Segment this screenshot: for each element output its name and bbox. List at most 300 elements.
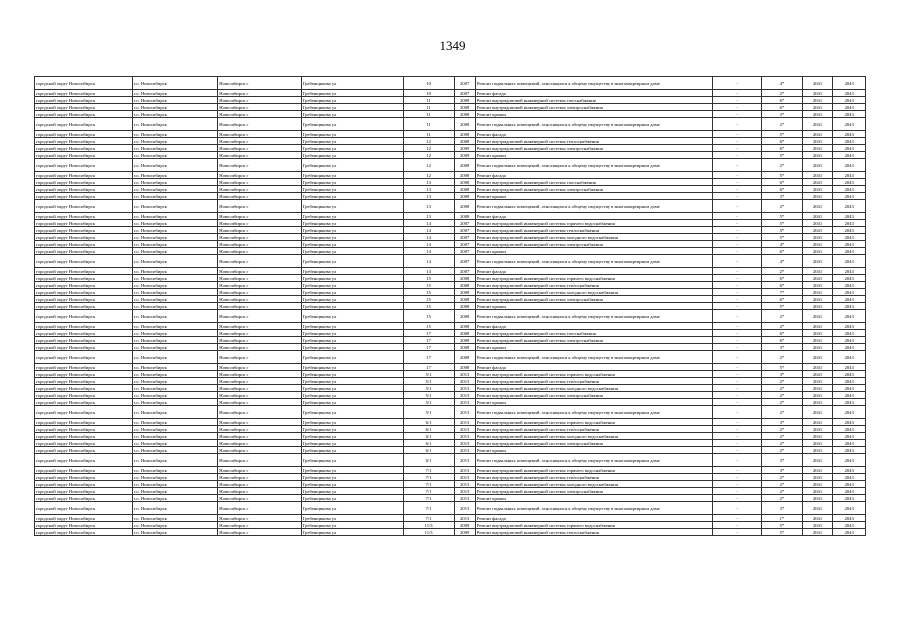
street-cell: Гребенщикова ул bbox=[301, 371, 403, 378]
build-year-cell: 2008 bbox=[454, 193, 475, 200]
table-row bbox=[35, 488, 866, 495]
start-year-cell: 2041 bbox=[802, 392, 833, 399]
district-cell: г.о. Новосибирск bbox=[132, 275, 218, 282]
district-cell: г.о. Новосибирск bbox=[132, 440, 218, 447]
city-cell: Новосибирск г bbox=[218, 529, 302, 536]
start-year-cell: 2041 bbox=[802, 419, 833, 426]
start-year-cell: 2041 bbox=[802, 426, 833, 433]
city-cell: Новосибирск г bbox=[218, 310, 302, 323]
build-year-cell: 2007 bbox=[454, 268, 475, 275]
quantity-cell: 5* bbox=[762, 131, 803, 138]
street-cell: Гребенщикова ул bbox=[301, 159, 403, 172]
district-cell: г.о. Новосибирск bbox=[132, 131, 218, 138]
municipality-cell: городской округ Новосибирск bbox=[35, 97, 133, 104]
city-cell: Новосибирск г bbox=[218, 344, 302, 351]
quantity-cell: 5* bbox=[762, 213, 803, 220]
start-year-cell: 2041 bbox=[802, 77, 833, 90]
municipality-cell: городской округ Новосибирск bbox=[35, 502, 133, 515]
municipality-cell: городской округ Новосибирск bbox=[35, 296, 133, 303]
start-year-cell: 2041 bbox=[802, 275, 833, 282]
municipality-cell: городской округ Новосибирск bbox=[35, 145, 133, 152]
end-year-cell: 2043 bbox=[833, 515, 866, 522]
city-cell: Новосибирск г bbox=[218, 186, 302, 193]
build-year-cell: 2013 bbox=[454, 447, 475, 454]
city-cell: Новосибирск г bbox=[218, 90, 302, 97]
district-cell: г.о. Новосибирск bbox=[132, 118, 218, 131]
dash-cell: - bbox=[713, 275, 762, 282]
work-type-cell: Ремонт подвальных помещений, относящихся к общему имуществу в многоквартирном доме bbox=[475, 502, 712, 515]
work-type-cell: Ремонт внутридомовой инженерной системы электроснабжения bbox=[475, 186, 712, 193]
district-cell: г.о. Новосибирск bbox=[132, 90, 218, 97]
end-year-cell: 2043 bbox=[833, 159, 866, 172]
district-cell: г.о. Новосибирск bbox=[132, 399, 218, 406]
dash-cell: - bbox=[713, 145, 762, 152]
build-year-cell: 2013 bbox=[454, 419, 475, 426]
city-cell: Новосибирск г bbox=[218, 138, 302, 145]
district-cell: г.о. Новосибирск bbox=[132, 310, 218, 323]
build-year-cell: 2013 bbox=[454, 474, 475, 481]
street-cell: Гребенщикова ул bbox=[301, 227, 403, 234]
house-number-cell: 17 bbox=[403, 337, 454, 344]
dash-cell: - bbox=[713, 289, 762, 296]
district-cell: г.о. Новосибирск bbox=[132, 186, 218, 193]
work-type-cell: Ремонт подвальных помещений, относящихся к общему имуществу в многоквартирном доме bbox=[475, 159, 712, 172]
table-row bbox=[35, 433, 866, 440]
district-cell: г.о. Новосибирск bbox=[132, 378, 218, 385]
municipality-cell: городской округ Новосибирск bbox=[35, 392, 133, 399]
city-cell: Новосибирск г bbox=[218, 495, 302, 502]
district-cell: г.о. Новосибирск bbox=[132, 248, 218, 255]
end-year-cell: 2043 bbox=[833, 488, 866, 495]
end-year-cell: 2043 bbox=[833, 77, 866, 90]
build-year-cell: 2007 bbox=[454, 90, 475, 97]
municipality-cell: городской округ Новосибирск bbox=[35, 385, 133, 392]
build-year-cell: 2013 bbox=[454, 433, 475, 440]
house-number-cell: 12 bbox=[403, 159, 454, 172]
work-type-cell: Ремонт внутридомовой инженерной системы холодного водоснабжения bbox=[475, 289, 712, 296]
start-year-cell: 2041 bbox=[802, 138, 833, 145]
street-cell: Гребенщикова ул bbox=[301, 131, 403, 138]
quantity-cell: 4* bbox=[762, 241, 803, 248]
build-year-cell: 2013 bbox=[454, 378, 475, 385]
work-type-cell: Ремонт внутридомовой инженерной системы электроснабжения bbox=[475, 440, 712, 447]
build-year-cell: 2007 bbox=[454, 255, 475, 268]
municipality-cell: городской округ Новосибирск bbox=[35, 474, 133, 481]
street-cell: Гребенщикова ул bbox=[301, 234, 403, 241]
table-row bbox=[35, 186, 866, 193]
street-cell: Гребенщикова ул bbox=[301, 268, 403, 275]
city-cell: Новосибирск г bbox=[218, 488, 302, 495]
start-year-cell: 2041 bbox=[802, 255, 833, 268]
build-year-cell: 2008 bbox=[454, 275, 475, 282]
dash-cell: - bbox=[713, 248, 762, 255]
work-type-cell: Ремонт внутридомовой инженерной системы теплоснабжения bbox=[475, 426, 712, 433]
work-type-cell: Ремонт внутридомовой инженерной системы холодного водоснабжения bbox=[475, 433, 712, 440]
street-cell: Гребенщикова ул bbox=[301, 200, 403, 213]
quantity-cell: 6* bbox=[762, 145, 803, 152]
work-type-cell: Ремонт крыши bbox=[475, 399, 712, 406]
house-number-cell: 5/1 bbox=[403, 399, 454, 406]
dash-cell: - bbox=[713, 172, 762, 179]
start-year-cell: 2041 bbox=[802, 104, 833, 111]
city-cell: Новосибирск г bbox=[218, 255, 302, 268]
quantity-cell: 5* bbox=[762, 172, 803, 179]
table-row bbox=[35, 275, 866, 282]
start-year-cell: 2041 bbox=[802, 371, 833, 378]
district-cell: г.о. Новосибирск bbox=[132, 385, 218, 392]
quantity-cell: 2* bbox=[762, 447, 803, 454]
street-cell: Гребенщикова ул bbox=[301, 399, 403, 406]
work-type-cell: Ремонт внутридомовой инженерной системы электроснабжения bbox=[475, 104, 712, 111]
table-row bbox=[35, 385, 866, 392]
city-cell: Новосибирск г bbox=[218, 193, 302, 200]
end-year-cell: 2043 bbox=[833, 467, 866, 474]
district-cell: г.о. Новосибирск bbox=[132, 481, 218, 488]
house-number-cell: 6/1 bbox=[403, 454, 454, 467]
table-row bbox=[35, 529, 866, 536]
build-year-cell: 2013 bbox=[454, 371, 475, 378]
end-year-cell: 2043 bbox=[833, 145, 866, 152]
build-year-cell: 2013 bbox=[454, 440, 475, 447]
quantity-cell: 6* bbox=[762, 282, 803, 289]
municipality-cell: городской округ Новосибирск bbox=[35, 481, 133, 488]
build-year-cell: 2008 bbox=[454, 289, 475, 296]
district-cell: г.о. Новосибирск bbox=[132, 426, 218, 433]
house-number-cell: 17 bbox=[403, 351, 454, 364]
table-row bbox=[35, 200, 866, 213]
quantity-cell: 5* bbox=[762, 522, 803, 529]
city-cell: Новосибирск г bbox=[218, 481, 302, 488]
city-cell: Новосибирск г bbox=[218, 104, 302, 111]
table-row bbox=[35, 419, 866, 426]
dash-cell: - bbox=[713, 200, 762, 213]
municipality-cell: городской округ Новосибирск bbox=[35, 159, 133, 172]
municipality-cell: городской округ Новосибирск bbox=[35, 399, 133, 406]
dash-cell: - bbox=[713, 447, 762, 454]
street-cell: Гребенщикова ул bbox=[301, 90, 403, 97]
street-cell: Гребенщикова ул bbox=[301, 351, 403, 364]
quantity-cell: 5* bbox=[762, 303, 803, 310]
end-year-cell: 2043 bbox=[833, 330, 866, 337]
city-cell: Новосибирск г bbox=[218, 159, 302, 172]
dash-cell: - bbox=[713, 399, 762, 406]
city-cell: Новосибирск г bbox=[218, 330, 302, 337]
work-type-cell: Ремонт внутридомовой инженерной системы теплоснабжения bbox=[475, 529, 712, 536]
work-type-cell: Ремонт фасада bbox=[475, 131, 712, 138]
city-cell: Новосибирск г bbox=[218, 248, 302, 255]
start-year-cell: 2041 bbox=[802, 515, 833, 522]
quantity-cell: 2* bbox=[762, 378, 803, 385]
city-cell: Новосибирск г bbox=[218, 289, 302, 296]
end-year-cell: 2043 bbox=[833, 310, 866, 323]
municipality-cell: городской округ Новосибирск bbox=[35, 77, 133, 90]
table-row bbox=[35, 227, 866, 234]
house-number-cell: 7/1 bbox=[403, 495, 454, 502]
build-year-cell: 2008 bbox=[454, 296, 475, 303]
district-cell: г.о. Новосибирск bbox=[132, 159, 218, 172]
start-year-cell: 2041 bbox=[802, 344, 833, 351]
street-cell: Гребенщикова ул bbox=[301, 522, 403, 529]
table-row bbox=[35, 172, 866, 179]
street-cell: Гребенщикова ул bbox=[301, 447, 403, 454]
municipality-cell: городской округ Новосибирск bbox=[35, 220, 133, 227]
house-number-cell: 13 bbox=[403, 179, 454, 186]
work-type-cell: Ремонт подвальных помещений, относящихся к общему имуществу в многоквартирном доме bbox=[475, 310, 712, 323]
quantity-cell: 2* bbox=[762, 385, 803, 392]
district-cell: г.о. Новосибирск bbox=[132, 296, 218, 303]
table-row bbox=[35, 193, 866, 200]
street-cell: Гребенщикова ул bbox=[301, 529, 403, 536]
start-year-cell: 2041 bbox=[802, 474, 833, 481]
work-type-cell: Ремонт фасада bbox=[475, 364, 712, 371]
district-cell: г.о. Новосибирск bbox=[132, 193, 218, 200]
quantity-cell: 6* bbox=[762, 337, 803, 344]
table-row bbox=[35, 399, 866, 406]
house-number-cell: 15 bbox=[403, 310, 454, 323]
municipality-cell: городской округ Новосибирск bbox=[35, 234, 133, 241]
municipality-cell: городской округ Новосибирск bbox=[35, 90, 133, 97]
house-number-cell: 5/1 bbox=[403, 378, 454, 385]
district-cell: г.о. Новосибирск bbox=[132, 474, 218, 481]
district-cell: г.о. Новосибирск bbox=[132, 323, 218, 330]
start-year-cell: 2041 bbox=[802, 406, 833, 419]
end-year-cell: 2043 bbox=[833, 433, 866, 440]
street-cell: Гребенщикова ул bbox=[301, 275, 403, 282]
build-year-cell: 2008 bbox=[454, 111, 475, 118]
municipality-cell: городской округ Новосибирск bbox=[35, 515, 133, 522]
end-year-cell: 2043 bbox=[833, 529, 866, 536]
municipality-cell: городской округ Новосибирск bbox=[35, 104, 133, 111]
end-year-cell: 2043 bbox=[833, 131, 866, 138]
street-cell: Гребенщикова ул bbox=[301, 454, 403, 467]
dash-cell: - bbox=[713, 227, 762, 234]
municipality-cell: городской округ Новосибирск bbox=[35, 495, 133, 502]
end-year-cell: 2043 bbox=[833, 303, 866, 310]
start-year-cell: 2041 bbox=[802, 440, 833, 447]
work-type-cell: Ремонт подвальных помещений, относящихся к общему имуществу в многоквартирном доме bbox=[475, 351, 712, 364]
end-year-cell: 2043 bbox=[833, 502, 866, 515]
dash-cell: - bbox=[713, 323, 762, 330]
table-row bbox=[35, 406, 866, 419]
district-cell: г.о. Новосибирск bbox=[132, 104, 218, 111]
work-type-cell: Ремонт крыши bbox=[475, 303, 712, 310]
district-cell: г.о. Новосибирск bbox=[132, 172, 218, 179]
district-cell: г.о. Новосибирск bbox=[132, 344, 218, 351]
end-year-cell: 2043 bbox=[833, 364, 866, 371]
house-number-cell: 6/1 bbox=[403, 419, 454, 426]
dash-cell: - bbox=[713, 419, 762, 426]
table-row bbox=[35, 474, 866, 481]
build-year-cell: 2013 bbox=[454, 406, 475, 419]
city-cell: Новосибирск г bbox=[218, 97, 302, 104]
table-row bbox=[35, 495, 866, 502]
table-row bbox=[35, 111, 866, 118]
street-cell: Гребенщикова ул bbox=[301, 186, 403, 193]
register-table bbox=[34, 76, 866, 536]
house-number-cell: 15 bbox=[403, 282, 454, 289]
house-number-cell: 12 bbox=[403, 145, 454, 152]
street-cell: Гребенщикова ул bbox=[301, 241, 403, 248]
city-cell: Новосибирск г bbox=[218, 522, 302, 529]
dash-cell: - bbox=[713, 488, 762, 495]
street-cell: Гребенщикова ул bbox=[301, 282, 403, 289]
end-year-cell: 2043 bbox=[833, 440, 866, 447]
work-type-cell: Ремонт внутридомовой инженерной системы электроснабжения bbox=[475, 488, 712, 495]
street-cell: Гребенщикова ул bbox=[301, 289, 403, 296]
table-row bbox=[35, 77, 866, 90]
municipality-cell: городской округ Новосибирск bbox=[35, 440, 133, 447]
start-year-cell: 2041 bbox=[802, 310, 833, 323]
table-row bbox=[35, 104, 866, 111]
municipality-cell: городской округ Новосибирск bbox=[35, 152, 133, 159]
street-cell: Гребенщикова ул bbox=[301, 502, 403, 515]
start-year-cell: 2041 bbox=[802, 220, 833, 227]
municipality-cell: городской округ Новосибирск bbox=[35, 172, 133, 179]
start-year-cell: 2041 bbox=[802, 111, 833, 118]
end-year-cell: 2043 bbox=[833, 97, 866, 104]
district-cell: г.о. Новосибирск bbox=[132, 268, 218, 275]
house-number-cell: 15 bbox=[403, 296, 454, 303]
house-number-cell: 14 bbox=[403, 255, 454, 268]
street-cell: Гребенщикова ул bbox=[301, 426, 403, 433]
city-cell: Новосибирск г bbox=[218, 145, 302, 152]
work-type-cell: Ремонт фасада bbox=[475, 323, 712, 330]
start-year-cell: 2041 bbox=[802, 152, 833, 159]
house-number-cell: 6/1 bbox=[403, 440, 454, 447]
end-year-cell: 2043 bbox=[833, 447, 866, 454]
quantity-cell: 6* bbox=[762, 104, 803, 111]
work-type-cell: Ремонт внутридомовой инженерной системы газоснабжения bbox=[475, 97, 712, 104]
district-cell: г.о. Новосибирск bbox=[132, 282, 218, 289]
end-year-cell: 2043 bbox=[833, 186, 866, 193]
house-number-cell: 15 bbox=[403, 275, 454, 282]
quantity-cell: 2* bbox=[762, 399, 803, 406]
dash-cell: - bbox=[713, 378, 762, 385]
city-cell: Новосибирск г bbox=[218, 406, 302, 419]
build-year-cell: 2008 bbox=[454, 186, 475, 193]
start-year-cell: 2041 bbox=[802, 454, 833, 467]
end-year-cell: 2043 bbox=[833, 399, 866, 406]
house-number-cell: 12 bbox=[403, 152, 454, 159]
work-type-cell: Ремонт внутридомовой инженерной системы теплоснабжения bbox=[475, 378, 712, 385]
municipality-cell: городской округ Новосибирск bbox=[35, 426, 133, 433]
house-number-cell: 5/1 bbox=[403, 371, 454, 378]
district-cell: г.о. Новосибирск bbox=[132, 467, 218, 474]
municipality-cell: городской округ Новосибирск bbox=[35, 364, 133, 371]
work-type-cell: Ремонт крыши bbox=[475, 495, 712, 502]
quantity-cell: 5* bbox=[762, 152, 803, 159]
house-number-cell: 5/1 bbox=[403, 392, 454, 399]
end-year-cell: 2043 bbox=[833, 152, 866, 159]
street-cell: Гребенщикова ул bbox=[301, 193, 403, 200]
city-cell: Новосибирск г bbox=[218, 364, 302, 371]
street-cell: Гребенщикова ул bbox=[301, 392, 403, 399]
house-number-cell: 7/1 bbox=[403, 481, 454, 488]
city-cell: Новосибирск г bbox=[218, 419, 302, 426]
dash-cell: - bbox=[713, 118, 762, 131]
dash-cell: - bbox=[713, 255, 762, 268]
dash-cell: - bbox=[713, 213, 762, 220]
dash-cell: - bbox=[713, 234, 762, 241]
house-number-cell: 12 bbox=[403, 172, 454, 179]
city-cell: Новосибирск г bbox=[218, 220, 302, 227]
build-year-cell: 2008 bbox=[454, 213, 475, 220]
house-number-cell: 15 bbox=[403, 303, 454, 310]
street-cell: Гребенщикова ул bbox=[301, 77, 403, 90]
work-type-cell: Ремонт подвальных помещений, относящихся к общему имуществу в многоквартирном доме bbox=[475, 454, 712, 467]
end-year-cell: 2043 bbox=[833, 481, 866, 488]
house-number-cell: 7/1 bbox=[403, 502, 454, 515]
city-cell: Новосибирск г bbox=[218, 118, 302, 131]
street-cell: Гребенщикова ул bbox=[301, 488, 403, 495]
municipality-cell: городской округ Новосибирск bbox=[35, 310, 133, 323]
municipality-cell: городской округ Новосибирск bbox=[35, 282, 133, 289]
quantity-cell: 5* bbox=[762, 220, 803, 227]
start-year-cell: 2041 bbox=[802, 481, 833, 488]
house-number-cell: 11/3 bbox=[403, 529, 454, 536]
build-year-cell: 2008 bbox=[454, 172, 475, 179]
table-row bbox=[35, 255, 866, 268]
end-year-cell: 2043 bbox=[833, 426, 866, 433]
table-row bbox=[35, 323, 866, 330]
end-year-cell: 2043 bbox=[833, 385, 866, 392]
dash-cell: - bbox=[713, 426, 762, 433]
start-year-cell: 2041 bbox=[802, 385, 833, 392]
city-cell: Новосибирск г bbox=[218, 385, 302, 392]
city-cell: Новосибирск г bbox=[218, 440, 302, 447]
street-cell: Гребенщикова ул bbox=[301, 515, 403, 522]
start-year-cell: 2041 bbox=[802, 248, 833, 255]
quantity-cell: 2* bbox=[762, 200, 803, 213]
city-cell: Новосибирск г bbox=[218, 515, 302, 522]
municipality-cell: городской округ Новосибирск bbox=[35, 344, 133, 351]
city-cell: Новосибирск г bbox=[218, 131, 302, 138]
city-cell: Новосибирск г bbox=[218, 426, 302, 433]
dash-cell: - bbox=[713, 179, 762, 186]
district-cell: г.о. Новосибирск bbox=[132, 406, 218, 419]
dash-cell: - bbox=[713, 344, 762, 351]
work-type-cell: Ремонт внутридомовой инженерной системы холодного водоснабжения bbox=[475, 234, 712, 241]
end-year-cell: 2043 bbox=[833, 289, 866, 296]
work-type-cell: Ремонт крыши bbox=[475, 344, 712, 351]
house-number-cell: 6/1 bbox=[403, 426, 454, 433]
end-year-cell: 2043 bbox=[833, 200, 866, 213]
end-year-cell: 2043 bbox=[833, 248, 866, 255]
municipality-cell: городской округ Новосибирск bbox=[35, 186, 133, 193]
table-row bbox=[35, 234, 866, 241]
table-row bbox=[35, 310, 866, 323]
city-cell: Новосибирск г bbox=[218, 213, 302, 220]
end-year-cell: 2043 bbox=[833, 179, 866, 186]
build-year-cell: 2008 bbox=[454, 159, 475, 172]
start-year-cell: 2041 bbox=[802, 488, 833, 495]
table-row bbox=[35, 289, 866, 296]
end-year-cell: 2043 bbox=[833, 275, 866, 282]
street-cell: Гребенщикова ул bbox=[301, 255, 403, 268]
table-row bbox=[35, 145, 866, 152]
house-number-cell: 14 bbox=[403, 268, 454, 275]
table-row bbox=[35, 159, 866, 172]
start-year-cell: 2041 bbox=[802, 213, 833, 220]
start-year-cell: 2041 bbox=[802, 289, 833, 296]
build-year-cell: 2013 bbox=[454, 495, 475, 502]
city-cell: Новосибирск г bbox=[218, 77, 302, 90]
city-cell: Новосибирск г bbox=[218, 454, 302, 467]
end-year-cell: 2043 bbox=[833, 522, 866, 529]
street-cell: Гребенщикова ул bbox=[301, 138, 403, 145]
district-cell: г.о. Новосибирск bbox=[132, 502, 218, 515]
house-number-cell: 13 bbox=[403, 200, 454, 213]
